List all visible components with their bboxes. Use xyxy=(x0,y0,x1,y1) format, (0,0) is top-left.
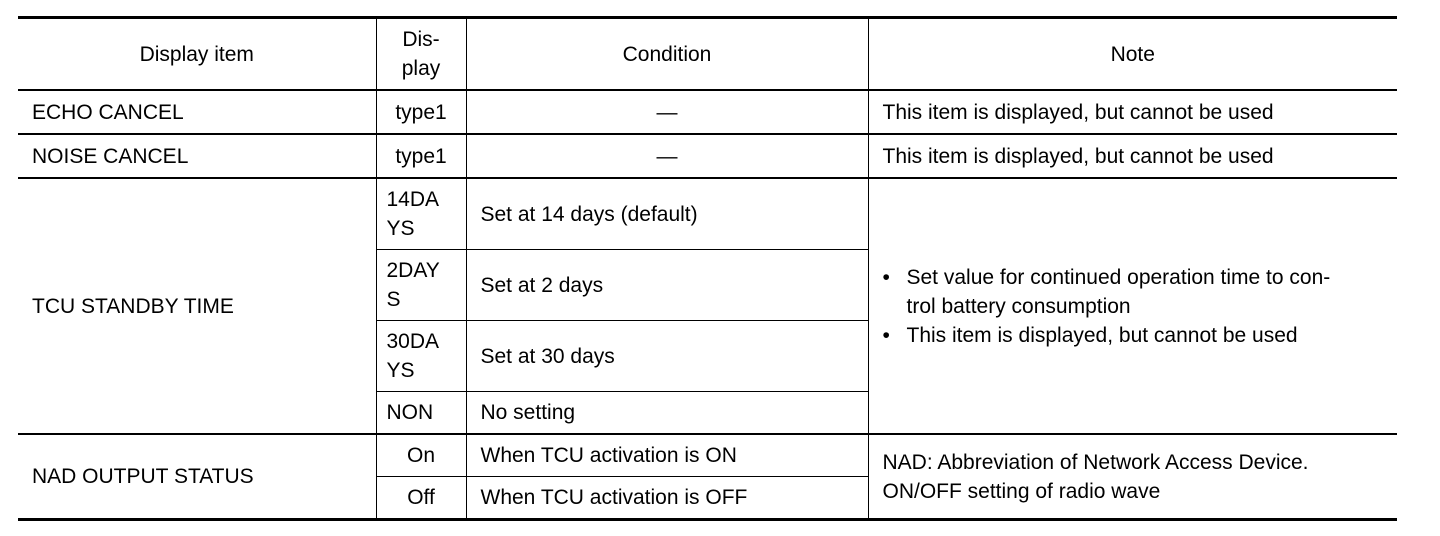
bullet-icon: • xyxy=(882,265,890,289)
note-nad-line2: ON/OFF setting of radio wave xyxy=(882,479,1161,503)
header-note: Note xyxy=(868,18,1397,91)
header-display-item: Display item xyxy=(18,18,376,91)
note-tcu-bullet-2-text: This item is displayed, but cannot be used xyxy=(906,323,1298,347)
note-tcu-standby-time xyxy=(868,178,1397,434)
condition-tcu-non: No setting xyxy=(466,392,868,435)
table-row-echo-cancel xyxy=(18,90,1397,134)
bullet-icon: • xyxy=(882,323,890,347)
item-tcu-standby-time: TCU STANDBY TIME xyxy=(18,178,376,434)
note-nad-line1: NAD: Abbreviation of Network Access Device. xyxy=(882,450,1309,474)
display-tcu-2days-line2: S xyxy=(386,288,401,311)
display-tcu-30days xyxy=(376,321,466,392)
note-echo-cancel: This item is displayed, but cannot be used xyxy=(868,90,1397,134)
display-noise-cancel: type1 xyxy=(376,134,466,178)
note-noise-cancel: This item is displayed, but cannot be used xyxy=(868,134,1397,178)
note-tcu-bullet-2 xyxy=(883,321,1384,350)
display-echo-cancel: type1 xyxy=(376,90,466,134)
item-echo-cancel: ECHO CANCEL xyxy=(18,90,376,134)
condition-tcu-2days: Set at 2 days xyxy=(466,250,868,321)
header-display-line1: Dis- xyxy=(402,28,440,51)
display-tcu-14days-line1: 14DA xyxy=(386,188,440,211)
table-row-nad-on xyxy=(18,434,1397,477)
condition-nad-on: When TCU activation is ON xyxy=(466,434,868,477)
item-nad-output-status: NAD OUTPUT STATUS xyxy=(18,434,376,520)
condition-noise-cancel: — xyxy=(466,134,868,178)
display-nad-off: Off xyxy=(376,477,466,520)
note-tcu-bullet-1 xyxy=(883,263,1384,321)
display-nad-on: On xyxy=(376,434,466,477)
header-display-line2: play xyxy=(401,57,441,80)
table-row-noise-cancel xyxy=(18,134,1397,178)
display-tcu-2days xyxy=(376,250,466,321)
display-tcu-2days-line1: 2DAY xyxy=(386,259,440,282)
header-condition: Condition xyxy=(466,18,868,91)
condition-echo-cancel: — xyxy=(466,90,868,134)
note-tcu-bullet-list xyxy=(883,263,1384,350)
note-tcu-bullet-1-line1: Set value for continued operation time to con- xyxy=(906,265,1331,289)
note-nad-output-status xyxy=(868,434,1397,520)
display-tcu-30days-line1: 30DA xyxy=(386,330,440,353)
display-item-table xyxy=(18,16,1397,521)
display-tcu-30days-line2: YS xyxy=(386,359,415,382)
table-header-row xyxy=(18,18,1397,91)
condition-nad-off: When TCU activation is OFF xyxy=(466,477,868,520)
condition-tcu-14days: Set at 14 days (default) xyxy=(466,178,868,250)
table-row-tcu-14days xyxy=(18,178,1397,250)
display-tcu-14days-line2: YS xyxy=(386,217,415,240)
condition-tcu-30days: Set at 30 days xyxy=(466,321,868,392)
header-display xyxy=(376,18,466,91)
note-tcu-bullet-1-line2: trol battery consumption xyxy=(906,294,1131,318)
display-tcu-non: NON xyxy=(376,392,466,435)
item-noise-cancel: NOISE CANCEL xyxy=(18,134,376,178)
display-tcu-14days xyxy=(376,178,466,250)
